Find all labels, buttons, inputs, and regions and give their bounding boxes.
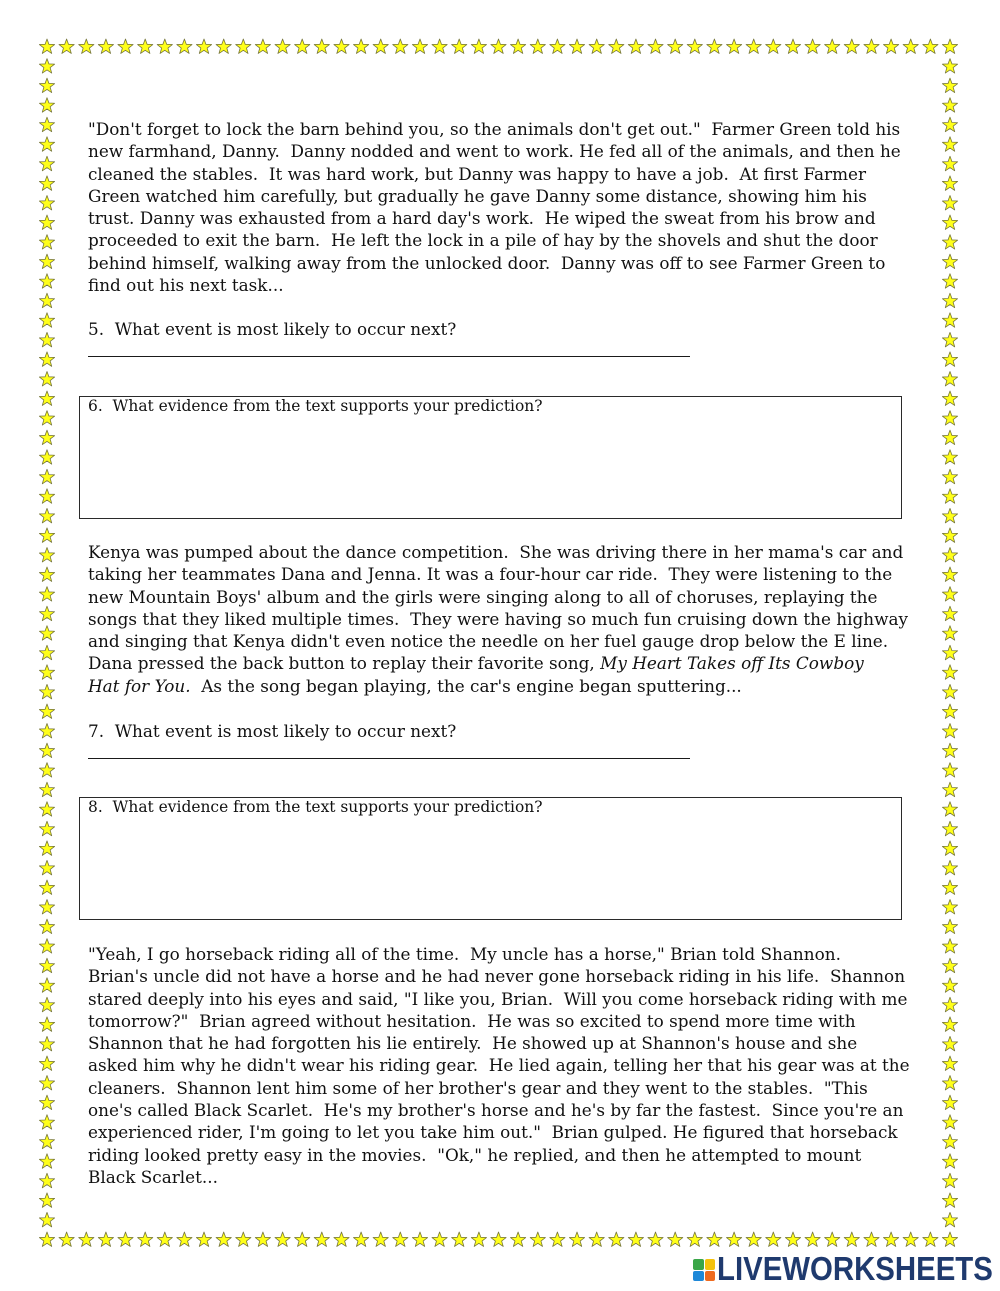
question-5: 5. What event is most likely to occur next? bbox=[88, 319, 457, 339]
star-icon bbox=[942, 469, 957, 483]
star-icon bbox=[39, 900, 54, 914]
star-icon bbox=[98, 1232, 113, 1246]
star-icon bbox=[942, 293, 957, 307]
star-icon bbox=[687, 1232, 702, 1246]
star-icon bbox=[373, 1232, 388, 1246]
star-icon bbox=[39, 548, 54, 562]
star-icon bbox=[942, 59, 957, 73]
song-title: My Heart Takes off Its Cowboy bbox=[600, 653, 864, 674]
star-icon bbox=[39, 626, 54, 640]
star-icon bbox=[39, 156, 54, 170]
star-icon bbox=[942, 1056, 957, 1070]
star-icon bbox=[942, 567, 957, 581]
star-icon bbox=[39, 98, 54, 112]
star-icon bbox=[510, 39, 525, 53]
star-icon bbox=[942, 235, 957, 249]
star-icon bbox=[942, 919, 957, 933]
star-icon bbox=[942, 978, 957, 992]
logo-icon-cell bbox=[705, 1271, 716, 1282]
star-icon bbox=[39, 939, 54, 953]
star-icon bbox=[942, 313, 957, 327]
star-icon bbox=[942, 1212, 957, 1226]
passage-line: cleaned the stables. It was hard work, but Danny was happy to have a job. At first Farmer bbox=[88, 163, 867, 184]
star-icon bbox=[648, 39, 663, 53]
star-icon bbox=[39, 1173, 54, 1187]
star-icon bbox=[432, 39, 447, 53]
passage-line bbox=[88, 652, 864, 674]
question-7: 7. What event is most likely to occur next? bbox=[88, 721, 457, 741]
star-icon bbox=[118, 39, 133, 53]
star-icon bbox=[39, 841, 54, 855]
answer-line-q7[interactable] bbox=[88, 758, 690, 759]
story-3-passage bbox=[88, 943, 910, 1188]
star-icon bbox=[177, 39, 192, 53]
star-icon bbox=[471, 1232, 486, 1246]
star-icon bbox=[255, 39, 270, 53]
star-icon bbox=[39, 724, 54, 738]
star-icon bbox=[39, 782, 54, 796]
star-icon bbox=[39, 860, 54, 874]
star-icon bbox=[39, 313, 54, 327]
star-icon bbox=[39, 763, 54, 777]
passage-line: find out his next task... bbox=[88, 275, 284, 296]
star-icon bbox=[942, 1115, 957, 1129]
star-icon bbox=[510, 1232, 525, 1246]
star-icon bbox=[942, 274, 957, 288]
passage-line: Shannon that he had forgotten his lie entirely. He showed up at Shannon's house and she bbox=[88, 1033, 858, 1054]
star-icon bbox=[39, 958, 54, 972]
star-icon bbox=[785, 39, 800, 53]
star-icon bbox=[942, 626, 957, 640]
star-icon bbox=[98, 39, 113, 53]
star-icon bbox=[255, 1232, 270, 1246]
star-icon bbox=[942, 352, 957, 366]
star-icon bbox=[942, 821, 957, 835]
star-icon bbox=[79, 1232, 94, 1246]
passage-line bbox=[88, 675, 742, 697]
star-icon bbox=[275, 1232, 290, 1246]
star-icon bbox=[805, 1232, 820, 1246]
passage-line: "Don't forget to lock the barn behind you, so the animals don't get out." Farmer Green told his bbox=[88, 119, 901, 139]
star-icon bbox=[569, 1232, 584, 1246]
star-icon bbox=[942, 900, 957, 914]
star-icon bbox=[805, 39, 820, 53]
answer-box-q6[interactable] bbox=[79, 396, 902, 519]
star-icon bbox=[942, 430, 957, 444]
star-icon bbox=[589, 39, 604, 53]
passage-line: one's called Black Scarlet. He's my brother's horse and he's by far the fastest. Since you're an bbox=[88, 1100, 904, 1121]
passage-line: new Mountain Boys' album and the girls were singing along to all of choruses, replaying the bbox=[88, 586, 878, 607]
star-icon bbox=[59, 1232, 74, 1246]
star-icon bbox=[196, 39, 211, 53]
star-icon bbox=[942, 860, 957, 874]
star-icon bbox=[39, 743, 54, 757]
star-icon bbox=[491, 1232, 506, 1246]
star-icon bbox=[39, 880, 54, 894]
star-icon bbox=[334, 1232, 349, 1246]
star-icon bbox=[216, 1232, 231, 1246]
star-icon bbox=[942, 1232, 957, 1246]
star-icon bbox=[39, 78, 54, 92]
star-icon bbox=[942, 880, 957, 894]
star-icon bbox=[942, 782, 957, 796]
star-icon bbox=[844, 1232, 859, 1246]
star-icon bbox=[39, 821, 54, 835]
star-icon bbox=[609, 39, 624, 53]
star-icon bbox=[903, 1232, 918, 1246]
star-icon bbox=[39, 1036, 54, 1050]
star-icon bbox=[766, 39, 781, 53]
star-icon bbox=[942, 372, 957, 386]
logo-icon-cell bbox=[705, 1259, 716, 1270]
star-icon bbox=[550, 39, 565, 53]
star-icon bbox=[39, 1154, 54, 1168]
star-icon bbox=[39, 39, 54, 53]
star-icon bbox=[687, 39, 702, 53]
star-icon bbox=[216, 39, 231, 53]
star-icon bbox=[942, 1017, 957, 1031]
passage-line: riding looked pretty easy in the movies. "Ok," he replied, and then he attempted to mount bbox=[88, 1144, 862, 1165]
star-icon bbox=[491, 39, 506, 53]
star-icon bbox=[942, 1173, 957, 1187]
answer-line-q5[interactable] bbox=[88, 356, 690, 357]
star-icon bbox=[648, 1232, 663, 1246]
star-icon bbox=[412, 39, 427, 53]
passage-line: Green watched him carefully, but gradually he gave Danny some distance, showing him his bbox=[88, 185, 867, 206]
star-icon bbox=[157, 1232, 172, 1246]
star-icon bbox=[353, 39, 368, 53]
star-icon bbox=[707, 39, 722, 53]
star-icon bbox=[942, 1036, 957, 1050]
star-icon bbox=[942, 411, 957, 425]
answer-box-q8[interactable] bbox=[79, 797, 902, 920]
star-icon bbox=[295, 39, 310, 53]
star-icon bbox=[39, 1056, 54, 1070]
star-icon bbox=[393, 39, 408, 53]
star-icon bbox=[39, 1232, 54, 1246]
star-icon bbox=[942, 841, 957, 855]
logo-icon-cell bbox=[693, 1259, 704, 1270]
star-icon bbox=[942, 1154, 957, 1168]
star-icon bbox=[726, 39, 741, 53]
passage-line: and singing that Kenya didn't even notice the needle on her fuel gauge drop below the E line. bbox=[88, 631, 889, 652]
passage-text: As the song began playing, the car's engine began sputtering... bbox=[190, 675, 742, 696]
star-icon bbox=[39, 606, 54, 620]
star-icon bbox=[609, 1232, 624, 1246]
star-icon bbox=[589, 1232, 604, 1246]
star-icon bbox=[942, 763, 957, 777]
star-icon bbox=[452, 1232, 467, 1246]
passage-line: Brian's uncle did not have a horse and he had never gone horseback riding in his life. Shannon bbox=[88, 966, 906, 987]
star-icon bbox=[942, 332, 957, 346]
star-icon bbox=[39, 117, 54, 131]
star-icon bbox=[59, 39, 74, 53]
star-icon bbox=[39, 469, 54, 483]
star-icon bbox=[942, 98, 957, 112]
star-icon bbox=[923, 39, 938, 53]
star-icon bbox=[353, 1232, 368, 1246]
star-icon bbox=[942, 548, 957, 562]
star-icon bbox=[942, 684, 957, 698]
star-icon bbox=[39, 411, 54, 425]
star-icon bbox=[628, 1232, 643, 1246]
star-icon bbox=[942, 1076, 957, 1090]
star-icon bbox=[118, 1232, 133, 1246]
star-icon bbox=[942, 645, 957, 659]
star-icon bbox=[471, 39, 486, 53]
star-icon bbox=[412, 1232, 427, 1246]
passage-line: asked him why he didn't wear his riding gear. He lied again, telling her that his gear was at the bbox=[88, 1055, 910, 1076]
star-icon bbox=[39, 372, 54, 386]
star-icon bbox=[39, 274, 54, 288]
passage-line: new farmhand, Danny. Danny nodded and went to work. He fed all of the animals, and then he bbox=[88, 141, 901, 162]
star-icon bbox=[39, 215, 54, 229]
star-icon bbox=[766, 1232, 781, 1246]
star-icon bbox=[39, 919, 54, 933]
star-icon bbox=[39, 489, 54, 503]
star-icon bbox=[707, 1232, 722, 1246]
star-icon bbox=[295, 1232, 310, 1246]
star-icon bbox=[39, 1193, 54, 1207]
star-icon bbox=[942, 997, 957, 1011]
star-icon bbox=[138, 1232, 153, 1246]
star-icon bbox=[942, 958, 957, 972]
passage-line: behind himself, walking away from the unlocked door. Danny was off to see Farmer Green to bbox=[88, 252, 886, 273]
star-icon bbox=[39, 1134, 54, 1148]
star-icon bbox=[196, 1232, 211, 1246]
star-icon bbox=[864, 1232, 879, 1246]
star-icon bbox=[236, 39, 251, 53]
passage-line: Kenya was pumped about the dance competition. She was driving there in her mama's car and bbox=[88, 542, 904, 562]
star-icon bbox=[942, 665, 957, 679]
star-icon bbox=[628, 39, 643, 53]
star-icon bbox=[432, 1232, 447, 1246]
star-icon bbox=[942, 450, 957, 464]
star-icon bbox=[39, 352, 54, 366]
passage-line: songs that they liked multiple times. They were having so much fun cruising down the highway bbox=[88, 608, 909, 629]
star-icon bbox=[864, 39, 879, 53]
star-icon bbox=[39, 430, 54, 444]
star-icon bbox=[942, 606, 957, 620]
star-icon bbox=[942, 156, 957, 170]
star-icon bbox=[942, 802, 957, 816]
star-icon bbox=[39, 235, 54, 249]
star-icon bbox=[942, 1134, 957, 1148]
star-icon bbox=[726, 1232, 741, 1246]
star-icon bbox=[530, 39, 545, 53]
star-icon bbox=[746, 1232, 761, 1246]
passage-text: Dana pressed the back button to replay their favorite song, bbox=[88, 653, 601, 674]
passage-line: Black Scarlet... bbox=[88, 1166, 218, 1187]
star-icon bbox=[39, 176, 54, 190]
star-icon bbox=[39, 391, 54, 405]
star-icon bbox=[39, 704, 54, 718]
star-icon bbox=[79, 39, 94, 53]
star-icon bbox=[746, 39, 761, 53]
star-icon bbox=[39, 802, 54, 816]
star-icon bbox=[844, 39, 859, 53]
star-icon bbox=[39, 332, 54, 346]
star-icon bbox=[569, 39, 584, 53]
star-icon bbox=[39, 1212, 54, 1226]
star-icon bbox=[942, 528, 957, 542]
star-icon bbox=[942, 39, 957, 53]
star-icon bbox=[883, 1232, 898, 1246]
star-icon bbox=[39, 1076, 54, 1090]
passage-line: trust. Danny was exhausted from a hard day's work. He wiped the sweat from his brow and bbox=[88, 208, 876, 229]
star-icon bbox=[942, 215, 957, 229]
star-icon bbox=[39, 1095, 54, 1109]
story-2-passage bbox=[88, 541, 908, 697]
star-icon bbox=[942, 176, 957, 190]
star-icon bbox=[39, 293, 54, 307]
star-icon bbox=[39, 997, 54, 1011]
passage-line: taking her teammates Dana and Jenna. It was a four-hour car ride. They were listening to the bbox=[88, 564, 893, 585]
star-icon bbox=[39, 1115, 54, 1129]
star-icon bbox=[39, 1017, 54, 1031]
question-8-label: 8. What evidence from the text supports your prediction? bbox=[88, 798, 543, 816]
star-icon bbox=[39, 978, 54, 992]
star-icon bbox=[39, 196, 54, 210]
star-icon bbox=[668, 39, 683, 53]
star-icon bbox=[314, 1232, 329, 1246]
story-1-passage bbox=[88, 118, 901, 296]
star-icon bbox=[39, 59, 54, 73]
star-icon bbox=[393, 1232, 408, 1246]
star-icon bbox=[942, 196, 957, 210]
star-icon bbox=[668, 1232, 683, 1246]
star-icon bbox=[942, 743, 957, 757]
star-icon bbox=[942, 137, 957, 151]
star-icon bbox=[39, 587, 54, 601]
star-icon bbox=[785, 1232, 800, 1246]
star-icon bbox=[275, 39, 290, 53]
passage-line: cleaners. Shannon lent him some of her brother's gear and they went to the stables. "This bbox=[88, 1077, 868, 1098]
passage-line: experienced rider, I'm going to let you take him out." Brian gulped. He figured that horseback bbox=[88, 1122, 898, 1143]
star-icon bbox=[39, 137, 54, 151]
star-icon bbox=[883, 39, 898, 53]
star-icon bbox=[236, 1232, 251, 1246]
star-icon bbox=[942, 704, 957, 718]
star-icon bbox=[39, 254, 54, 268]
passage-line: proceeded to exit the barn. He left the lock in a pile of hay by the shovels and shut the door bbox=[88, 230, 878, 251]
star-icon bbox=[825, 1232, 840, 1246]
star-icon bbox=[942, 939, 957, 953]
star-icon bbox=[550, 1232, 565, 1246]
star-icon bbox=[942, 1095, 957, 1109]
star-icon bbox=[530, 1232, 545, 1246]
star-icon bbox=[39, 508, 54, 522]
logo-text: LIVEWORKSHEETS bbox=[717, 1250, 993, 1288]
star-icon bbox=[942, 587, 957, 601]
star-icon bbox=[942, 489, 957, 503]
star-icon bbox=[942, 117, 957, 131]
star-icon bbox=[157, 39, 172, 53]
star-icon bbox=[314, 39, 329, 53]
star-icon bbox=[942, 508, 957, 522]
star-icon bbox=[334, 39, 349, 53]
star-icon bbox=[39, 450, 54, 464]
passage-line: tomorrow?" Brian agreed without hesitation. He was so excited to spend more time with bbox=[88, 1010, 856, 1031]
star-icon bbox=[39, 684, 54, 698]
liveworksheets-logo[interactable] bbox=[693, 1250, 993, 1288]
liveworksheets-icon bbox=[693, 1259, 715, 1281]
star-icon bbox=[942, 254, 957, 268]
star-icon bbox=[138, 39, 153, 53]
star-icon bbox=[923, 1232, 938, 1246]
star-icon bbox=[942, 78, 957, 92]
star-icon bbox=[942, 391, 957, 405]
star-icon bbox=[39, 528, 54, 542]
passage-line: "Yeah, I go horseback riding all of the time. My uncle has a horse," Brian told Shannon. bbox=[88, 944, 841, 964]
star-icon bbox=[39, 645, 54, 659]
star-icon bbox=[942, 1193, 957, 1207]
song-title: Hat for You. bbox=[88, 675, 191, 696]
passage-line: stared deeply into his eyes and said, "I like you, Brian. Will you come horseback riding with me bbox=[88, 988, 908, 1009]
question-6-label: 6. What evidence from the text supports your prediction? bbox=[88, 397, 543, 415]
star-icon bbox=[39, 665, 54, 679]
star-icon bbox=[903, 39, 918, 53]
star-icon bbox=[177, 1232, 192, 1246]
logo-icon-cell bbox=[693, 1271, 704, 1282]
star-icon bbox=[942, 724, 957, 738]
star-icon bbox=[373, 39, 388, 53]
star-icon bbox=[39, 567, 54, 581]
star-icon bbox=[825, 39, 840, 53]
star-icon bbox=[452, 39, 467, 53]
